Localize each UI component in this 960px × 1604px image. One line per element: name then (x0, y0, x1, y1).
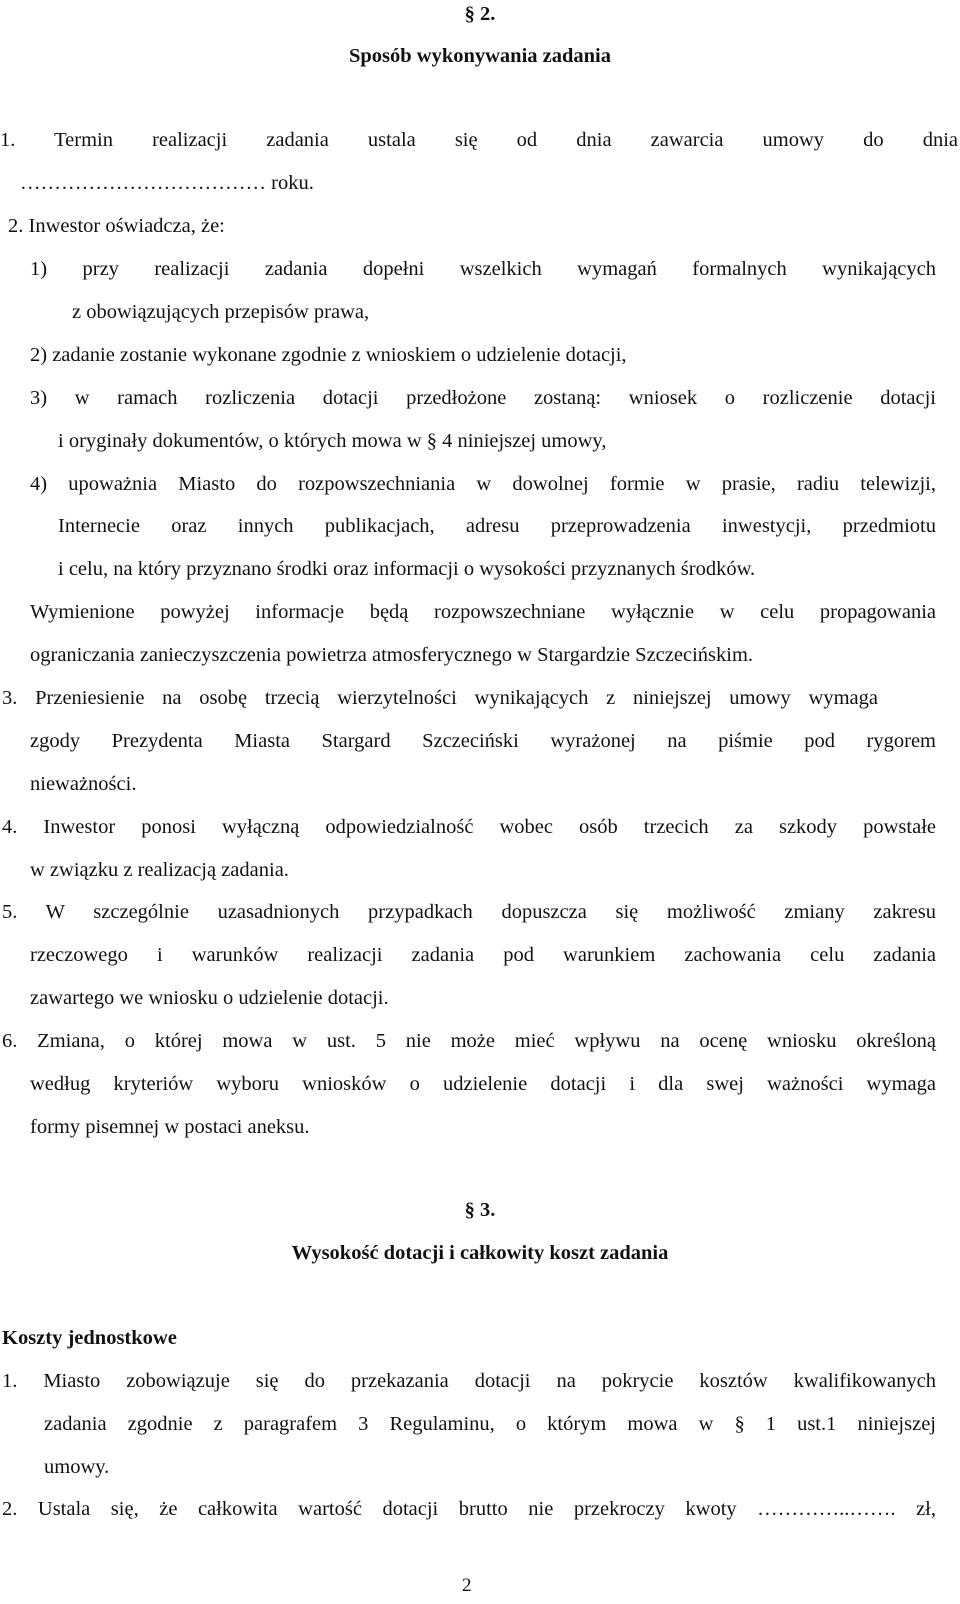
paragraph-2-intro: 2. Inwestor oświadcza, że: (8, 215, 225, 237)
costs-item-1-line-2: zadania zgodnie z paragrafem 3 Regulaminu, o którym mowa w § 1 ust.1 niniejszej (44, 1413, 936, 1435)
paragraph-5-line-1: 5. W szczególnie uzasadnionych przypadkach dopuszcza się możliwość zmiany zakresu (2, 901, 936, 923)
paragraph-5-line-3: zawartego we wniosku o udzielenie dotacji. (30, 987, 389, 1009)
paragraph-6-line-2: według kryteriów wyboru wniosków o udzielenie dotacji i dla swej ważności wymaga (30, 1073, 936, 1095)
paragraph-2-note-line-1: Wymienione powyżej informacje będą rozpowszechniane wyłącznie w celu propagowania (30, 601, 936, 623)
section-2-title: Sposób wykonywania zadania (348, 45, 612, 67)
costs-item-1-line-3: umowy. (44, 1456, 110, 1478)
list-item-2: 2) zadanie zostanie wykonane zgodnie z wnioskiem o udzielenie dotacji, (30, 344, 627, 366)
paragraph-6-line-1: 6. Zmiana, o której mowa w ust. 5 nie może mieć wpływu na ocenę wniosku określoną (2, 1030, 936, 1052)
section-3-title: Wysokość dotacji i całkowity koszt zadania (291, 1242, 669, 1264)
paragraph-1-line-1: 1. Termin realizacji zadania ustala się od dnia zawarcia umowy do dnia (0, 129, 958, 151)
list-item-3-line-1: 3) w ramach rozliczenia dotacji przedłożone zostaną: wniosek o rozliczenie dotacji (30, 387, 936, 409)
paragraph-4-line-2: w związku z realizacją zadania. (30, 859, 289, 881)
paragraph-3-line-3: nieważności. (30, 773, 137, 795)
page-number: 2 (462, 1575, 472, 1596)
paragraph-1-line-2: ……………………………… roku. (20, 172, 314, 194)
paragraph-3-line-1: 3. Przeniesienie na osobę trzecią wierzytelności wynikających z niniejszej umowy wymaga (2, 687, 878, 709)
paragraph-4-line-1: 4. Inwestor ponosi wyłączną odpowiedzialność wobec osób trzecich za szkody powstałe (2, 816, 936, 838)
paragraph-5-line-2: rzeczowego i warunków realizacji zadania pod warunkiem zachowania celu zadania (30, 944, 936, 966)
list-item-4-line-3: i celu, na który przyznano środki oraz informacji o wysokości przyznanych środków. (58, 558, 756, 580)
list-item-1-line-1: 1) przy realizacji zadania dopełni wszelkich wymagań formalnych wynikających (30, 258, 936, 280)
list-item-4-line-2: Internecie oraz innych publikacjach, adresu przeprowadzenia inwestycji, przedmiotu (58, 515, 936, 537)
section-2-number: § 2. (464, 3, 496, 25)
list-item-1-line-2: z obowiązujących przepisów prawa, (72, 301, 370, 323)
list-item-3-line-2: i oryginały dokumentów, o których mowa w § 4 niniejszej umowy, (58, 430, 607, 452)
paragraph-2-note-line-2: ograniczania zanieczyszczenia powietrza atmosferycznego w Stargardzie Szczecińskim. (30, 644, 754, 666)
paragraph-6-line-3: formy pisemnej w postaci aneksu. (30, 1116, 310, 1138)
section-3-number: § 3. (464, 1199, 496, 1221)
costs-item-2-line-1: 2. Ustala się, że całkowita wartość dotacji brutto nie przekroczy kwoty …………..……. zł, (2, 1498, 936, 1520)
paragraph-3-line-2: zgody Prezydenta Miasta Stargard Szczeciński wyrażonej na piśmie pod rygorem (30, 730, 936, 752)
costs-heading: Koszty jednostkowe (2, 1327, 177, 1349)
list-item-4-line-1: 4) upoważnia Miasto do rozpowszechniania w dowolnej formie w prasie, radiu telewizji, (30, 473, 936, 495)
costs-item-1-line-1: 1. Miasto zobowiązuje się do przekazania dotacji na pokrycie kosztów kwalifikowanych (2, 1370, 936, 1392)
